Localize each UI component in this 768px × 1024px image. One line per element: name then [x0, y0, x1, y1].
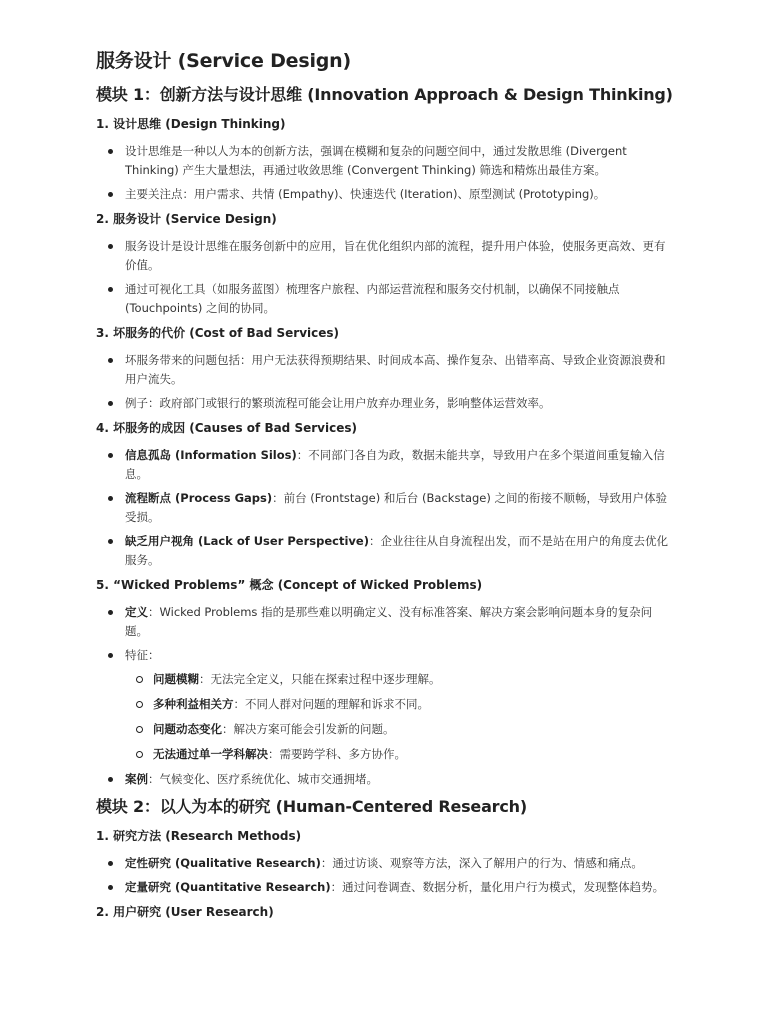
- features-label: 特征：: [125, 648, 160, 662]
- section-service-design-list: [96, 237, 768, 318]
- module-1-title: 模块 1：创新方法与设计思维 (Innovation Approach & Design Thinking): [96, 85, 673, 104]
- term-description: ：Wicked Problems 指的是那些难以明确定义、没有标准答案、解决方案会影响问题本身的复杂问题。: [125, 605, 653, 638]
- list-item: 主要关注点：用户需求、共情 (Empathy)、快速迭代 (Iteration)、原型测试 (Prototyping)。: [96, 185, 674, 204]
- list-item: [96, 770, 674, 789]
- list-item: 例子：政府部门或银行的繁琐流程可能会让用户放弃办理业务，影响整体运营效率。: [96, 394, 674, 413]
- term-description: ：需要跨学科、多方协作。: [268, 747, 406, 761]
- features-sublist: [125, 670, 674, 764]
- term-label: 定性研究 (Qualitative Research): [125, 856, 321, 870]
- section-design-thinking-list: [96, 142, 768, 204]
- section-research-methods-list: [96, 854, 768, 897]
- section-cost-bad-services-title: 3. 坏服务的代价 (Cost of Bad Services): [96, 326, 340, 340]
- section-wicked-problems-title: 5. “Wicked Problems” 概念 (Concept of Wicked Problems): [96, 578, 483, 592]
- term-description: ：前台 (Frontstage) 和后台 (Backstage) 之间的衔接不顺畅，导致用户体验受损。: [125, 491, 668, 524]
- list-item: [96, 446, 674, 484]
- term-label: 多种利益相关方: [153, 697, 234, 711]
- term-label: 信息孤岛 (Information Silos): [125, 448, 297, 462]
- document-title: 服务设计 (Service Design): [96, 50, 351, 72]
- sublist-item: [125, 720, 674, 739]
- list-item: 坏服务带来的问题包括：用户无法获得预期结果、时间成本高、操作复杂、出错率高、导致企业资源浪费和用户流失。: [96, 351, 674, 389]
- section-user-research-title: 2. 用户研究 (User Research): [96, 905, 274, 919]
- term-label: 案例: [125, 772, 148, 786]
- sublist-item: [125, 670, 674, 689]
- list-item: [96, 646, 674, 764]
- term-label: 定义: [125, 605, 148, 619]
- list-item: 服务设计是设计思维在服务创新中的应用，旨在优化组织内部的流程，提升用户体验，使服务更高效、更有价值。: [96, 237, 674, 275]
- term-description: ：不同部门各自为政，数据未能共享，导致用户在多个渠道间重复输入信息。: [125, 448, 665, 481]
- term-description: ：气候变化、医疗系统优化、城市交通拥堵。: [148, 772, 378, 786]
- section-research-methods-title: 1. 研究方法 (Research Methods): [96, 829, 302, 843]
- term-label: 问题模糊: [153, 672, 199, 686]
- section-design-thinking-title: 1. 设计思维 (Design Thinking): [96, 117, 286, 131]
- term-description: ：通过问卷调查、数据分析，量化用户行为模式，发现整体趋势。: [330, 880, 665, 894]
- section-cost-bad-services-list: [96, 351, 768, 413]
- section-wicked-problems-list: [96, 603, 768, 789]
- term-description: ：通过访谈、观察等方法，深入了解用户的行为、情感和痛点。: [320, 856, 643, 870]
- list-item: [96, 603, 674, 641]
- list-item: [96, 878, 674, 897]
- section-service-design-title: 2. 服务设计 (Service Design): [96, 212, 277, 226]
- list-item: 设计思维是一种以人为本的创新方法，强调在模糊和复杂的问题空间中，通过发散思维 (Divergent Thinking) 产生大量想法，再通过收敛思维 (Convergent Thinking) 筛选和精炼出最佳方案。: [96, 142, 674, 180]
- term-label: 问题动态变化: [153, 722, 222, 736]
- term-label: 缺乏用户视角 (Lack of User Perspective): [125, 534, 369, 548]
- term-description: ：解决方案可能会引发新的问题。: [222, 722, 395, 736]
- term-label: 流程断点 (Process Gaps): [125, 491, 273, 505]
- section-causes-bad-services-title: 4. 坏服务的成因 (Causes of Bad Services): [96, 421, 357, 435]
- list-item: [96, 489, 674, 527]
- list-item: [96, 854, 674, 873]
- term-description: ：不同人群对问题的理解和诉求不同。: [233, 697, 429, 711]
- list-item: [96, 532, 674, 570]
- list-item: 通过可视化工具（如服务蓝图）梳理客户旅程、内部运营流程和服务交付机制，以确保不同接触点 (Touchpoints) 之间的协同。: [96, 280, 674, 318]
- sublist-item: [125, 745, 674, 764]
- term-label: 定量研究 (Quantitative Research): [125, 880, 331, 894]
- section-causes-bad-services-list: [96, 446, 768, 570]
- term-description: ：无法完全定义，只能在探索过程中逐步理解。: [199, 672, 441, 686]
- module-2-title: 模块 2：以人为本的研究 (Human-Centered Research): [96, 797, 527, 816]
- term-description: ：企业往往从自身流程出发，而不是站在用户的角度去优化服务。: [125, 534, 668, 567]
- sublist-item: [125, 695, 674, 714]
- term-label: 无法通过单一学科解决: [153, 747, 268, 761]
